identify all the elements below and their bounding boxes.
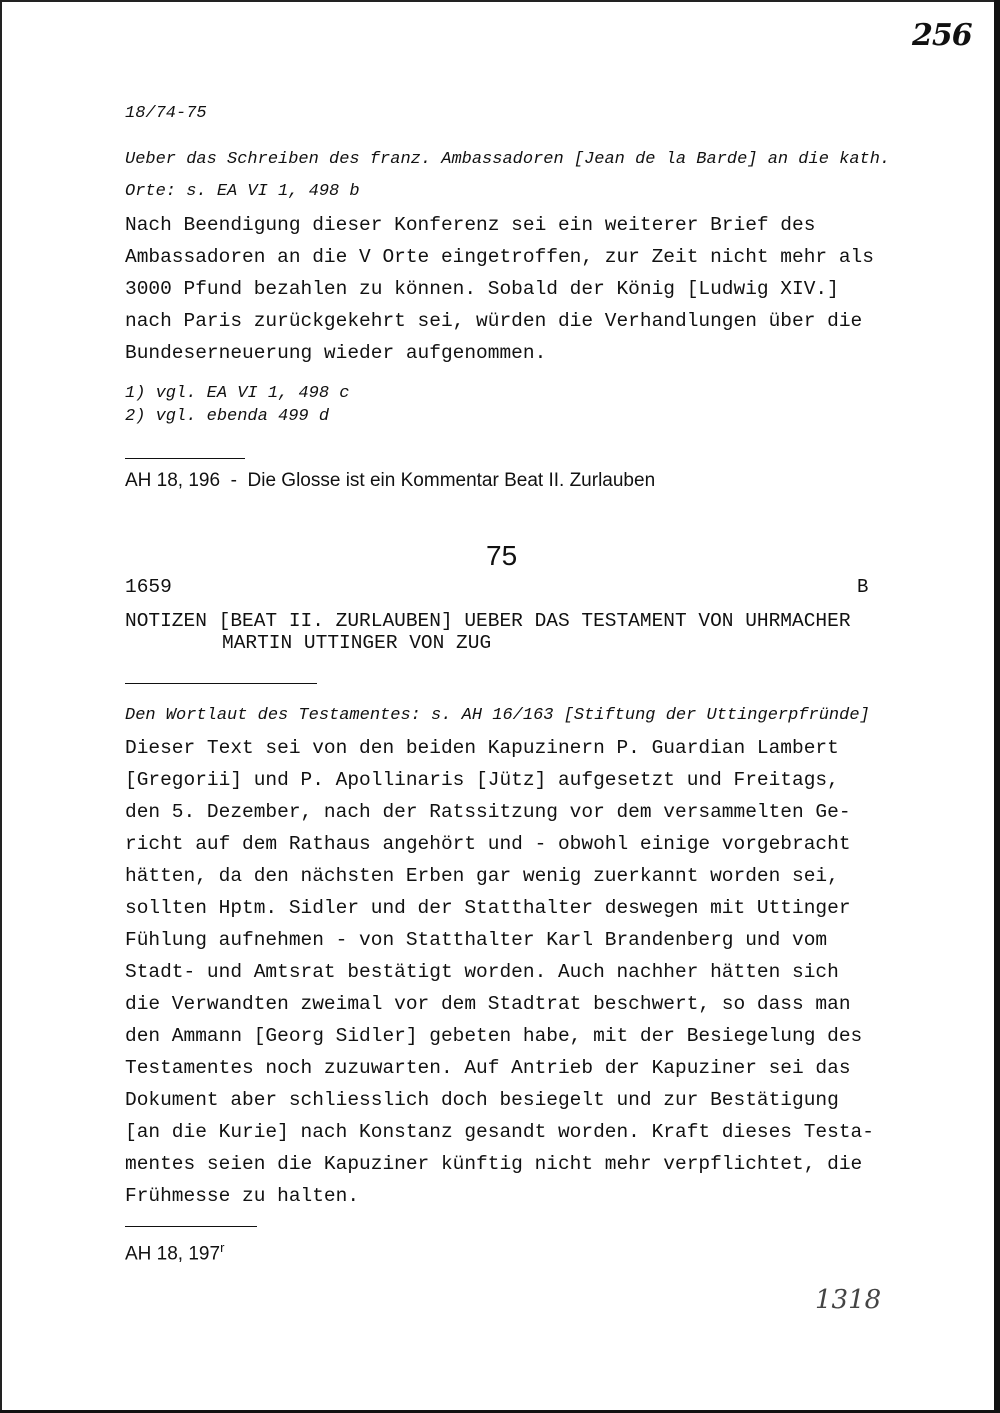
footnote: 2) vgl. ebenda 499 d <box>125 407 330 426</box>
body-line: [an die Kurie] nach Konstanz gesandt worden. Kraft dieses Testa- <box>125 1121 874 1143</box>
footnote: 1) vgl. EA VI 1, 498 c <box>125 384 350 403</box>
body-line: Frühmesse zu halten. <box>125 1185 360 1207</box>
source-note-superscript: r <box>220 1240 225 1255</box>
source-note-text: AH 18, 197 <box>125 1243 221 1265</box>
divider-rule <box>125 1226 257 1227</box>
body-line: die Verwandten zweimal vor dem Stadtrat beschwert, so dass man <box>125 993 851 1015</box>
handwritten-archive-mark: 1318 <box>815 1285 882 1315</box>
body-line: Fühlung aufnehmen - von Statthalter Karl Brandenberg und vom <box>125 929 828 951</box>
body-line: Stadt- und Amtsrat bestätigt worden. Auch nachher hätten sich <box>125 961 839 983</box>
body-line: hätten, da den nächsten Erben gar wenig zuerkannt worden sei, <box>125 865 839 887</box>
entry-title: NOTIZEN [BEAT II. ZURLAUBEN] UEBER DAS TESTAMENT VON UHRMACHER <box>125 610 851 632</box>
source-note: AH 18, 196 - Die Glosse ist ein Kommentar Beat II. Zurlauben <box>125 470 656 491</box>
divider-rule <box>125 458 245 459</box>
scan-border-left <box>0 0 2 1413</box>
body-line: sollten Hptm. Sidler und der Statthalter deswegen mit Uttinger <box>125 897 851 919</box>
body-line: Testamentes noch zuzuwarten. Auf Antrieb der Kapuziner sei das <box>125 1057 851 1079</box>
entry-year: 1659 <box>125 576 172 598</box>
body-line: Dieser Text sei von den beiden Kapuzinern P. Guardian Lambert <box>125 737 839 759</box>
body-line: richt auf dem Rathaus angehört und - obwohl einige vorgebracht <box>125 833 851 855</box>
divider-rule <box>125 683 317 684</box>
body-line: mentes seien die Kapuziner künftig nicht mehr verpflichtet, die <box>125 1153 863 1175</box>
handwritten-page-number: 256 <box>912 18 972 53</box>
intro-line: Orte: s. EA VI 1, 498 b <box>125 182 360 201</box>
body-line: Ambassadoren an die V Orte eingetroffen, zur Zeit nicht mehr als <box>125 246 874 268</box>
entry-section: B <box>857 576 869 598</box>
body-line: den 5. Dezember, nach der Ratssitzung vor dem versammelten Ge- <box>125 801 851 823</box>
entry-title: MARTIN UTTINGER VON ZUG <box>222 632 492 654</box>
entry-number: 75 <box>486 540 518 571</box>
body-line: Dokument aber schliesslich doch besiegelt und zur Bestätigung <box>125 1089 839 1111</box>
body-line: 3000 Pfund bezahlen zu können. Sobald der König [Ludwig XIV.] <box>125 278 839 300</box>
body-line: nach Paris zurückgekehrt sei, würden die Verhandlungen über die <box>125 310 863 332</box>
scan-border-top <box>0 0 1000 2</box>
source-note <box>125 1240 224 1265</box>
scan-border-right <box>994 0 1000 1413</box>
body-line: Nach Beendigung dieser Konferenz sei ein weiterer Brief des <box>125 214 816 236</box>
intro-line: Ueber das Schreiben des franz. Ambassadoren [Jean de la Barde] an die kath. <box>125 150 891 169</box>
body-line: [Gregorii] und P. Apollinaris [Jütz] aufgesetzt und Freitags, <box>125 769 839 791</box>
body-line: Bundeserneuerung wieder aufgenommen. <box>125 342 547 364</box>
body-line: den Ammann [Georg Sidler] gebeten habe, mit der Besiegelung des <box>125 1025 863 1047</box>
reference-number: 18/74-75 <box>125 104 207 123</box>
testament-reference: Den Wortlaut des Testamentes: s. AH 16/163 [Stiftung der Uttingerpfründe] <box>125 706 870 725</box>
